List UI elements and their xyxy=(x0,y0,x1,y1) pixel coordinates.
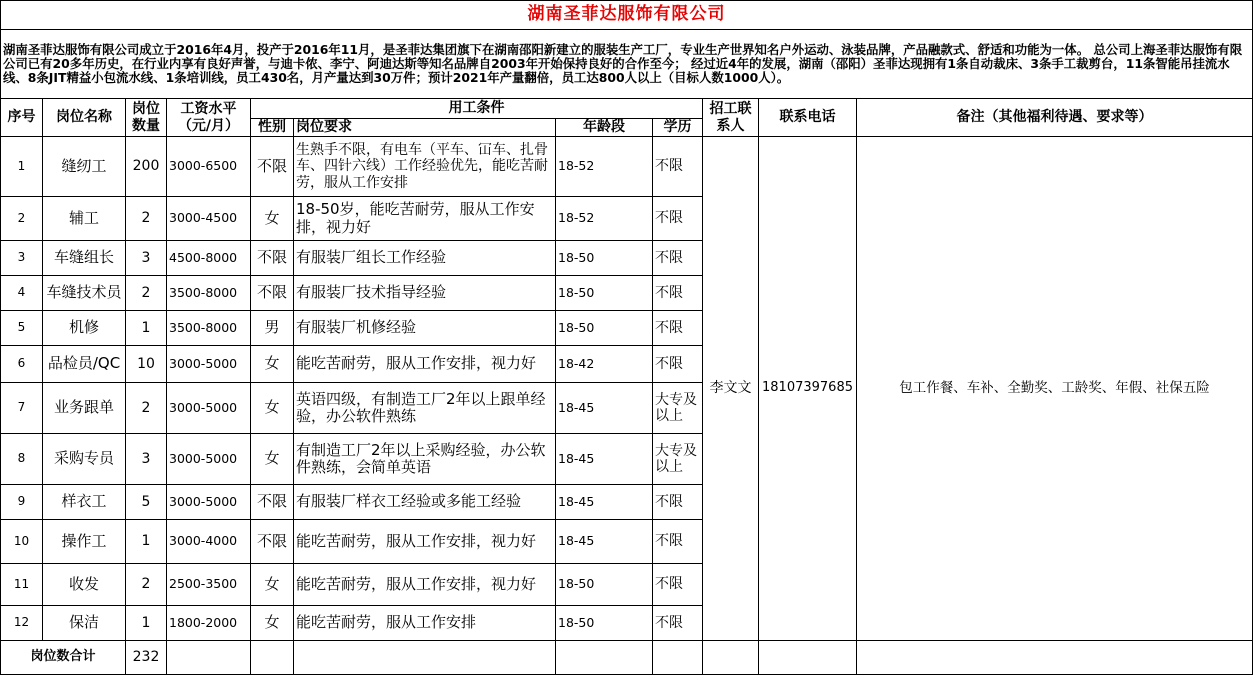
row-education: 大专及以上 xyxy=(653,434,703,485)
row-position: 收发 xyxy=(43,564,126,606)
row-gender: 不限 xyxy=(251,241,294,276)
row-quantity: 200 xyxy=(126,137,167,197)
row-seq: 9 xyxy=(1,485,43,520)
header-age: 年龄段 xyxy=(556,119,653,137)
row-salary: 3000-5000 xyxy=(167,346,251,383)
header-gender: 性别 xyxy=(251,119,294,137)
empty-cell xyxy=(759,641,857,675)
row-age: 18-50 xyxy=(556,564,653,606)
row-education: 不限 xyxy=(653,564,703,606)
header-position: 岗位名称 xyxy=(43,99,126,137)
row-salary: 2500-3500 xyxy=(167,564,251,606)
row-requirement: 生熟手不限，有电车（平车、冚车、扎骨车、四针六线）工作经验优先，能吃苦耐劳，服从工作安排 xyxy=(294,137,556,197)
row-education: 不限 xyxy=(653,606,703,641)
row-salary: 1800-2000 xyxy=(167,606,251,641)
row-quantity: 3 xyxy=(126,241,167,276)
row-requirement: 有服装厂样衣工经验或多能工经验 xyxy=(294,485,556,520)
row-position: 业务跟单 xyxy=(43,383,126,434)
total-row xyxy=(1,641,1253,675)
row-seq: 2 xyxy=(1,197,43,241)
row-seq: 4 xyxy=(1,276,43,311)
row-seq: 12 xyxy=(1,606,43,641)
row-education: 大专及以上 xyxy=(653,383,703,434)
row-gender: 女 xyxy=(251,383,294,434)
header-salary: 工资水平（元/月） xyxy=(167,99,251,137)
row-seq: 11 xyxy=(1,564,43,606)
row-salary: 3000-5000 xyxy=(167,434,251,485)
row-education: 不限 xyxy=(653,241,703,276)
row-education: 不限 xyxy=(653,137,703,197)
row-quantity: 2 xyxy=(126,276,167,311)
row-education: 不限 xyxy=(653,520,703,564)
row-age: 18-50 xyxy=(556,241,653,276)
row-gender: 不限 xyxy=(251,520,294,564)
row-age: 18-52 xyxy=(556,197,653,241)
table-row xyxy=(1,137,1253,197)
row-gender: 不限 xyxy=(251,485,294,520)
row-quantity: 2 xyxy=(126,197,167,241)
company-title: 湖南圣菲达服饰有限公司 xyxy=(1,1,1253,30)
row-gender: 男 xyxy=(251,311,294,346)
empty-cell xyxy=(167,641,251,675)
row-age: 18-45 xyxy=(556,383,653,434)
header-seq: 序号 xyxy=(1,99,43,137)
header-quantity: 岗位数量 xyxy=(126,99,167,137)
row-position: 保洁 xyxy=(43,606,126,641)
empty-cell xyxy=(556,641,653,675)
row-seq: 3 xyxy=(1,241,43,276)
row-quantity: 1 xyxy=(126,311,167,346)
row-seq: 6 xyxy=(1,346,43,383)
empty-cell xyxy=(703,641,759,675)
row-quantity: 10 xyxy=(126,346,167,383)
row-position: 机修 xyxy=(43,311,126,346)
total-label: 岗位数合计 xyxy=(1,641,126,675)
row-quantity: 1 xyxy=(126,520,167,564)
row-salary: 3500-8000 xyxy=(167,276,251,311)
remarks-benefits: 包工作餐、车补、全勤奖、工龄奖、年假、社保五险 xyxy=(857,137,1253,641)
row-position: 操作工 xyxy=(43,520,126,564)
row-requirement: 能吃苦耐劳，服从工作安排，视力好 xyxy=(294,520,556,564)
empty-cell xyxy=(653,641,703,675)
row-position: 车缝组长 xyxy=(43,241,126,276)
row-seq: 1 xyxy=(1,137,43,197)
row-requirement: 有服装厂组长工作经验 xyxy=(294,241,556,276)
empty-cell xyxy=(294,641,556,675)
row-age: 18-50 xyxy=(556,606,653,641)
row-requirement: 有服装厂技术指导经验 xyxy=(294,276,556,311)
row-quantity: 1 xyxy=(126,606,167,641)
row-seq: 8 xyxy=(1,434,43,485)
row-age: 18-42 xyxy=(556,346,653,383)
empty-cell xyxy=(857,641,1253,675)
row-salary: 3500-8000 xyxy=(167,311,251,346)
row-position: 车缝技术员 xyxy=(43,276,126,311)
row-salary: 3000-6500 xyxy=(167,137,251,197)
row-position: 辅工 xyxy=(43,197,126,241)
row-gender: 女 xyxy=(251,197,294,241)
row-requirement: 有制造工厂2年以上采购经验，办公软件熟练，会简单英语 xyxy=(294,434,556,485)
header-contact: 招工联系人 xyxy=(703,99,759,137)
row-quantity: 5 xyxy=(126,485,167,520)
company-intro: 湖南圣菲达服饰有限公司成立于2016年4月，投产于2016年11月，是圣菲达集团旗下在湖南邵阳新建立的服装生产工厂，专业生产世界知名户外运动、泳装品牌，产品融款式、舒适和功能为一体。 总公司上海圣菲达服饰有限公司已有20多年历史，在行业内享有良好声誉，与迪卡侬、李宁、阿迪达斯等知名品牌自2003年开始保持良好的合作至今； 经过近4年的发展，湖南（邵阳）圣菲达现拥有1条自动裁床、3条手工裁剪台，11条智能吊挂流水线、8条JIT精益小包流水线、1条培训线，员工430名，月产量达到30万件；预计2021年产量翻倍，员工达800人以上（目标人数1000人）。 xyxy=(1,30,1253,99)
row-gender: 女 xyxy=(251,434,294,485)
row-salary: 3000-4000 xyxy=(167,520,251,564)
row-gender: 不限 xyxy=(251,276,294,311)
row-education: 不限 xyxy=(653,346,703,383)
empty-cell xyxy=(251,641,294,675)
header-education: 学历 xyxy=(653,119,703,137)
row-age: 18-50 xyxy=(556,311,653,346)
row-position: 样衣工 xyxy=(43,485,126,520)
contact-person: 李文文 xyxy=(703,137,759,641)
row-seq: 5 xyxy=(1,311,43,346)
row-age: 18-45 xyxy=(556,434,653,485)
row-gender: 女 xyxy=(251,564,294,606)
row-requirement: 能吃苦耐劳，服从工作安排，视力好 xyxy=(294,564,556,606)
row-gender: 女 xyxy=(251,346,294,383)
row-gender: 女 xyxy=(251,606,294,641)
contact-phone: 18107397685 xyxy=(759,137,857,641)
row-position: 采购专员 xyxy=(43,434,126,485)
row-gender: 不限 xyxy=(251,137,294,197)
row-education: 不限 xyxy=(653,276,703,311)
row-salary: 3000-4500 xyxy=(167,197,251,241)
row-salary: 4500-8000 xyxy=(167,241,251,276)
header-conditions: 用工条件 xyxy=(251,99,703,119)
row-seq: 7 xyxy=(1,383,43,434)
row-requirement: 18-50岁，能吃苦耐劳，服从工作安排，视力好 xyxy=(294,197,556,241)
row-education: 不限 xyxy=(653,485,703,520)
row-position: 品检员/QC xyxy=(43,346,126,383)
row-salary: 3000-5000 xyxy=(167,485,251,520)
row-quantity: 2 xyxy=(126,383,167,434)
row-salary: 3000-5000 xyxy=(167,383,251,434)
header-requirement: 岗位要求 xyxy=(294,119,556,137)
row-seq: 10 xyxy=(1,520,43,564)
header-phone: 联系电话 xyxy=(759,99,857,137)
row-requirement: 有服装厂机修经验 xyxy=(294,311,556,346)
row-education: 不限 xyxy=(653,311,703,346)
row-requirement: 英语四级，有制造工厂2年以上跟单经验，办公软件熟练 xyxy=(294,383,556,434)
row-age: 18-50 xyxy=(556,276,653,311)
row-age: 18-52 xyxy=(556,137,653,197)
header-remarks: 备注（其他福利待遇、要求等） xyxy=(857,99,1253,137)
row-age: 18-45 xyxy=(556,520,653,564)
row-position: 缝纫工 xyxy=(43,137,126,197)
row-education: 不限 xyxy=(653,197,703,241)
row-requirement: 能吃苦耐劳，服从工作安排，视力好 xyxy=(294,346,556,383)
row-quantity: 2 xyxy=(126,564,167,606)
total-value: 232 xyxy=(126,641,167,675)
row-age: 18-45 xyxy=(556,485,653,520)
row-quantity: 3 xyxy=(126,434,167,485)
row-requirement: 能吃苦耐劳，服从工作安排 xyxy=(294,606,556,641)
